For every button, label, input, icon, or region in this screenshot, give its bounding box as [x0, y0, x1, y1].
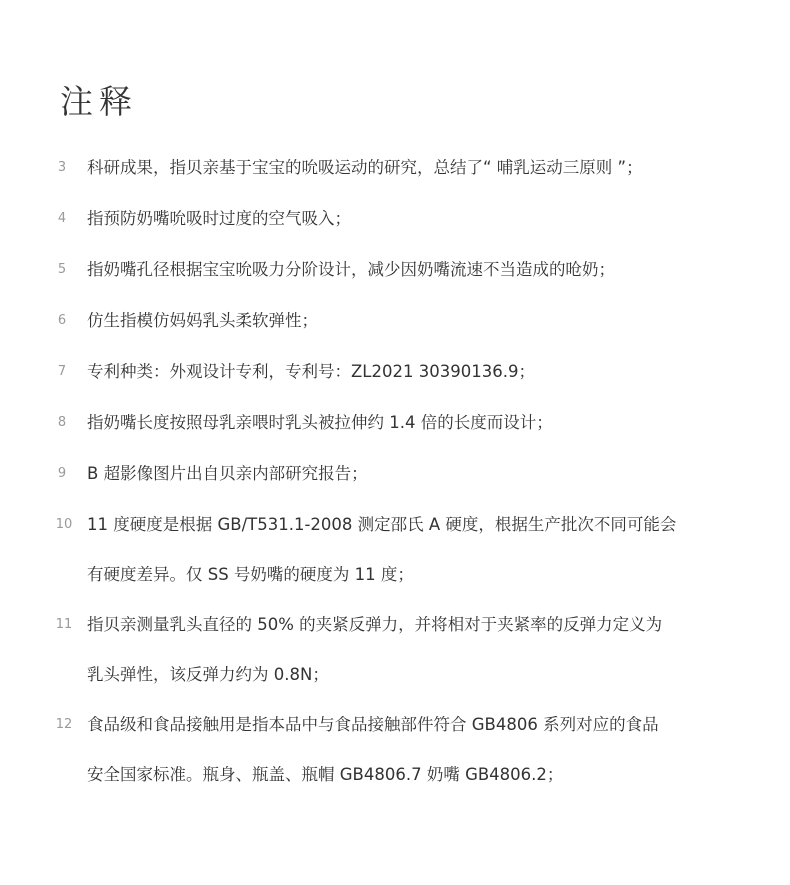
- note-text: 指贝亲测量乳头直径的 50% 的夹紧反弹力，并将相对于夹紧率的反弹力定义为: [87, 615, 663, 634]
- note-number: 12: [55, 717, 73, 732]
- note-number: 5: [57, 262, 67, 277]
- note-text-continued: 安全国家标准。瓶身、瓶盖、瓶帽 GB4806.7 奶嘴 GB4806.2；: [87, 765, 564, 784]
- page-title: 注释: [60, 82, 138, 121]
- note-text: 专利种类：外观设计专利，专利号：ZL2021 30390136.9；: [87, 362, 535, 381]
- note-number: 8: [57, 415, 67, 430]
- note-text: 指预防奶嘴吮吸时过度的空气吸入；: [87, 209, 351, 228]
- note-number: 11: [55, 617, 73, 632]
- note-text: 11 度硬度是根据 GB/T531.1-2008 测定邵氏 A 硬度，根据生产批次不同可能会: [87, 515, 677, 534]
- note-text: 指奶嘴长度按照母乳亲喂时乳头被拉伸约 1.4 倍的长度而设计；: [87, 413, 553, 432]
- note-number: 7: [57, 364, 67, 379]
- note-text-continued: 有硬度差异。仅 SS 号奶嘴的硬度为 11 度；: [87, 565, 414, 584]
- note-text: 科研成果，指贝亲基于宝宝的吮吸运动的研究，总结了“ 哺乳运动三原则 ”；: [87, 158, 643, 177]
- note-number: 3: [57, 160, 67, 175]
- note-text: 食品级和食品接触用是指本品中与食品接触部件符合 GB4806 系列对应的食品: [87, 715, 659, 734]
- note-text: 指奶嘴孔径根据宝宝吮吸力分阶设计，减少因奶嘴流速不当造成的呛奶；: [87, 260, 615, 279]
- note-text: B 超影像图片出自贝亲内部研究报告；: [87, 464, 368, 483]
- note-number: 9: [57, 466, 67, 481]
- note-number: 6: [57, 313, 67, 328]
- note-text-continued: 乳头弹性，该反弹力约为 0.8N；: [87, 665, 329, 684]
- note-text: 仿生指模仿妈妈乳头柔软弹性；: [87, 311, 318, 330]
- note-number: 4: [57, 211, 67, 226]
- note-number: 10: [55, 517, 73, 532]
